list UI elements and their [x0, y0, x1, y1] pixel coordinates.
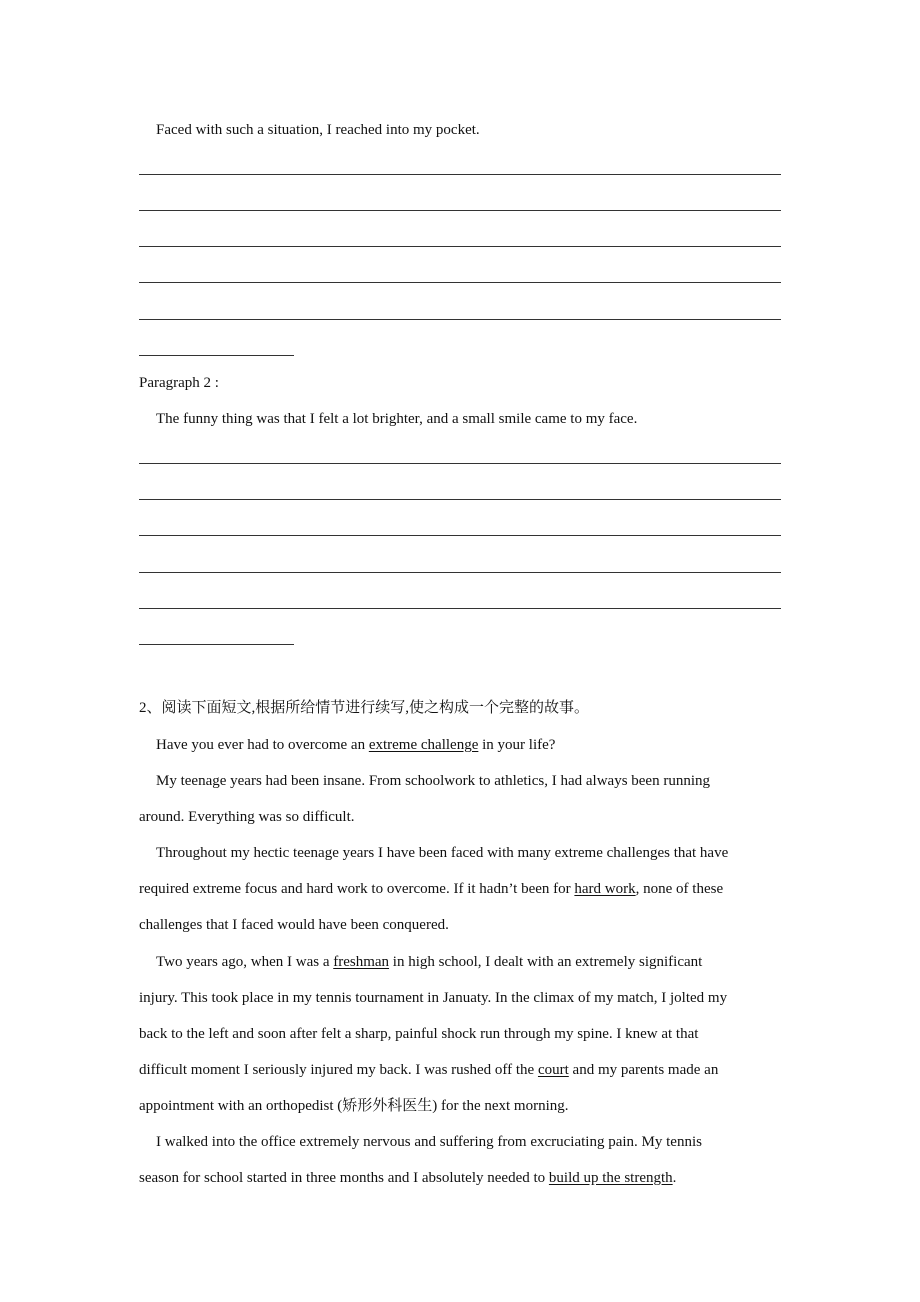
writing-line-short	[139, 644, 294, 645]
writing-line	[139, 463, 781, 464]
writing-line	[139, 174, 781, 175]
writing-line	[139, 608, 781, 609]
writing-line	[139, 210, 781, 211]
writing-line	[139, 282, 781, 283]
p1-opening-sentence: Faced with such a situation, I reached into my pocket.	[156, 122, 480, 138]
p2-opening-sentence: The funny thing was that I felt a lot brighter, and a small smile came to my face.	[156, 411, 638, 427]
writing-line-short	[139, 355, 294, 356]
paragraph-2-label: Paragraph 2 :	[139, 375, 219, 391]
story-paragraph-1: Have you ever had to overcome an extreme challenge in your life?	[156, 737, 556, 753]
writing-line	[139, 319, 781, 320]
writing-line	[139, 572, 781, 573]
writing-line	[139, 535, 781, 536]
writing-line	[139, 246, 781, 247]
question-2-heading: 2、阅读下面短文,根据所给情节进行续写,使之构成一个完整的故事。	[139, 700, 590, 716]
writing-line	[139, 499, 781, 500]
